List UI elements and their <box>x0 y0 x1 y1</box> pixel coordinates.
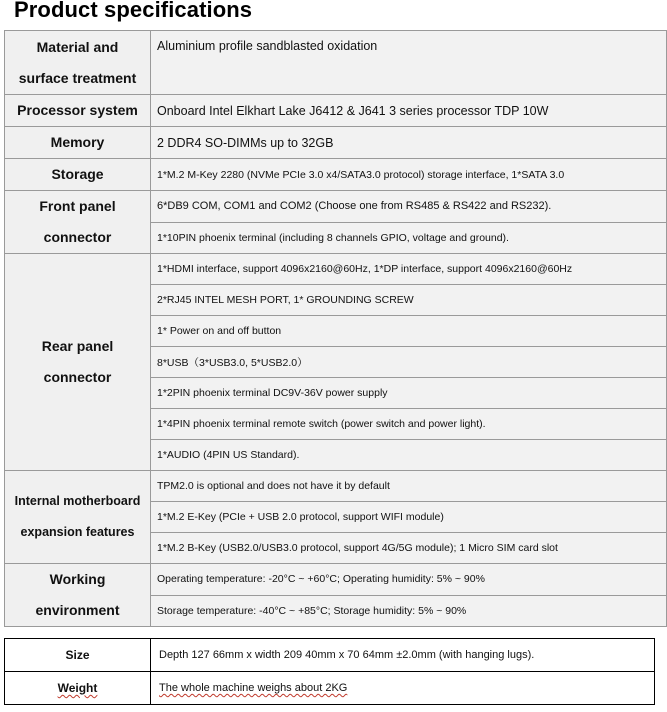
row-label-internal <box>5 471 151 564</box>
row-value-size: Depth 127 66mm x width 209 40mm x 70 64mm ±2.0mm (with hanging lugs). <box>151 639 655 672</box>
spec-table <box>4 30 667 627</box>
row-label-front-panel <box>5 191 151 254</box>
table-row <box>5 564 667 596</box>
row-value-rear-2: 2*RJ45 INTEL MESH PORT, 1* GROUNDING SCREW <box>151 285 667 316</box>
label-line: Internal motherboard <box>14 494 141 508</box>
table-row <box>5 639 655 672</box>
row-value-rear-6: 1*4PIN phoenix terminal remote switch (power switch and power light). <box>151 409 667 440</box>
row-value-processor: Onboard Intel Elkhart Lake J6412 & J641 3 series processor TDP 10W <box>151 95 667 127</box>
label-line: environment <box>35 602 120 618</box>
row-value-rear-7: 1*AUDIO (4PIN US Standard). <box>151 440 667 471</box>
weight-label-text: Weight <box>57 681 98 695</box>
row-label-storage: Storage <box>5 159 151 191</box>
row-value-rear-1: 1*HDMI interface, support 4096x2160@60Hz, 1*DP interface, support 4096x2160@60Hz <box>151 254 667 285</box>
table-row <box>5 159 667 191</box>
row-value-rear-5: 1*2PIN phoenix terminal DC9V-36V power supply <box>151 378 667 409</box>
page-title: Product specifications <box>14 0 253 22</box>
label-line: Front panel <box>39 198 116 214</box>
label-line: Rear panel <box>41 338 114 354</box>
row-value-internal-3: 1*M.2 B-Key (USB2.0/USB3.0 protocol, support 4G/5G module); 1 Micro SIM card slot <box>151 533 667 564</box>
table-row <box>5 127 667 159</box>
row-label-rear-panel <box>5 254 151 471</box>
row-value-front-2: 1*10PIN phoenix terminal (including 8 channels GPIO, voltage and ground). <box>151 222 667 254</box>
table-row <box>5 471 667 502</box>
row-value-internal-1: TPM2.0 is optional and does not have it by default <box>151 471 667 502</box>
table-row <box>5 191 667 223</box>
table-row <box>5 31 667 95</box>
row-value-rear-4: 8*USB（3*USB3.0, 5*USB2.0） <box>151 347 667 378</box>
row-value-environment-1: Operating temperature: -20°C ~ +60°C; Operating humidity: 5% ~ 90% <box>151 564 667 596</box>
row-value-environment-2: Storage temperature: -40°C ~ +85°C; Storage humidity: 5% ~ 90% <box>151 595 667 627</box>
row-value-material: Aluminium profile sandblasted oxidation <box>151 31 667 95</box>
label-line: connector <box>43 369 112 385</box>
label-line: Material and <box>36 38 119 55</box>
row-value-weight <box>151 672 655 705</box>
table-row <box>5 254 667 285</box>
row-label-material <box>5 31 151 95</box>
table-row <box>5 95 667 127</box>
row-label-weight <box>5 672 151 705</box>
weight-value-text: The whole machine weighs about 2KG <box>159 682 348 694</box>
row-label-size: Size <box>5 639 151 672</box>
row-value-storage: 1*M.2 M-Key 2280 (NVMe PCIe 3.0 x4/SATA3.0 protocol) storage interface, 1*SATA 3.0 <box>151 159 667 191</box>
row-label-processor: Processor system <box>5 95 151 127</box>
label-line: connector <box>43 229 112 245</box>
label-line: Working <box>49 571 106 587</box>
label-line: surface treatment <box>18 69 137 86</box>
row-value-internal-2: 1*M.2 E-Key (PCIe + USB 2.0 protocol, support WIFI module) <box>151 502 667 533</box>
row-value-rear-3: 1* Power on and off button <box>151 316 667 347</box>
size-weight-table <box>4 638 655 705</box>
row-label-environment <box>5 564 151 627</box>
table-row <box>5 672 655 705</box>
row-value-memory: 2 DDR4 SO-DIMMs up to 32GB <box>151 127 667 159</box>
label-line: expansion features <box>20 525 135 539</box>
row-value-front-1: 6*DB9 COM, COM1 and COM2 (Choose one from RS485 & RS422 and RS232). <box>151 191 667 223</box>
row-label-memory: Memory <box>5 127 151 159</box>
